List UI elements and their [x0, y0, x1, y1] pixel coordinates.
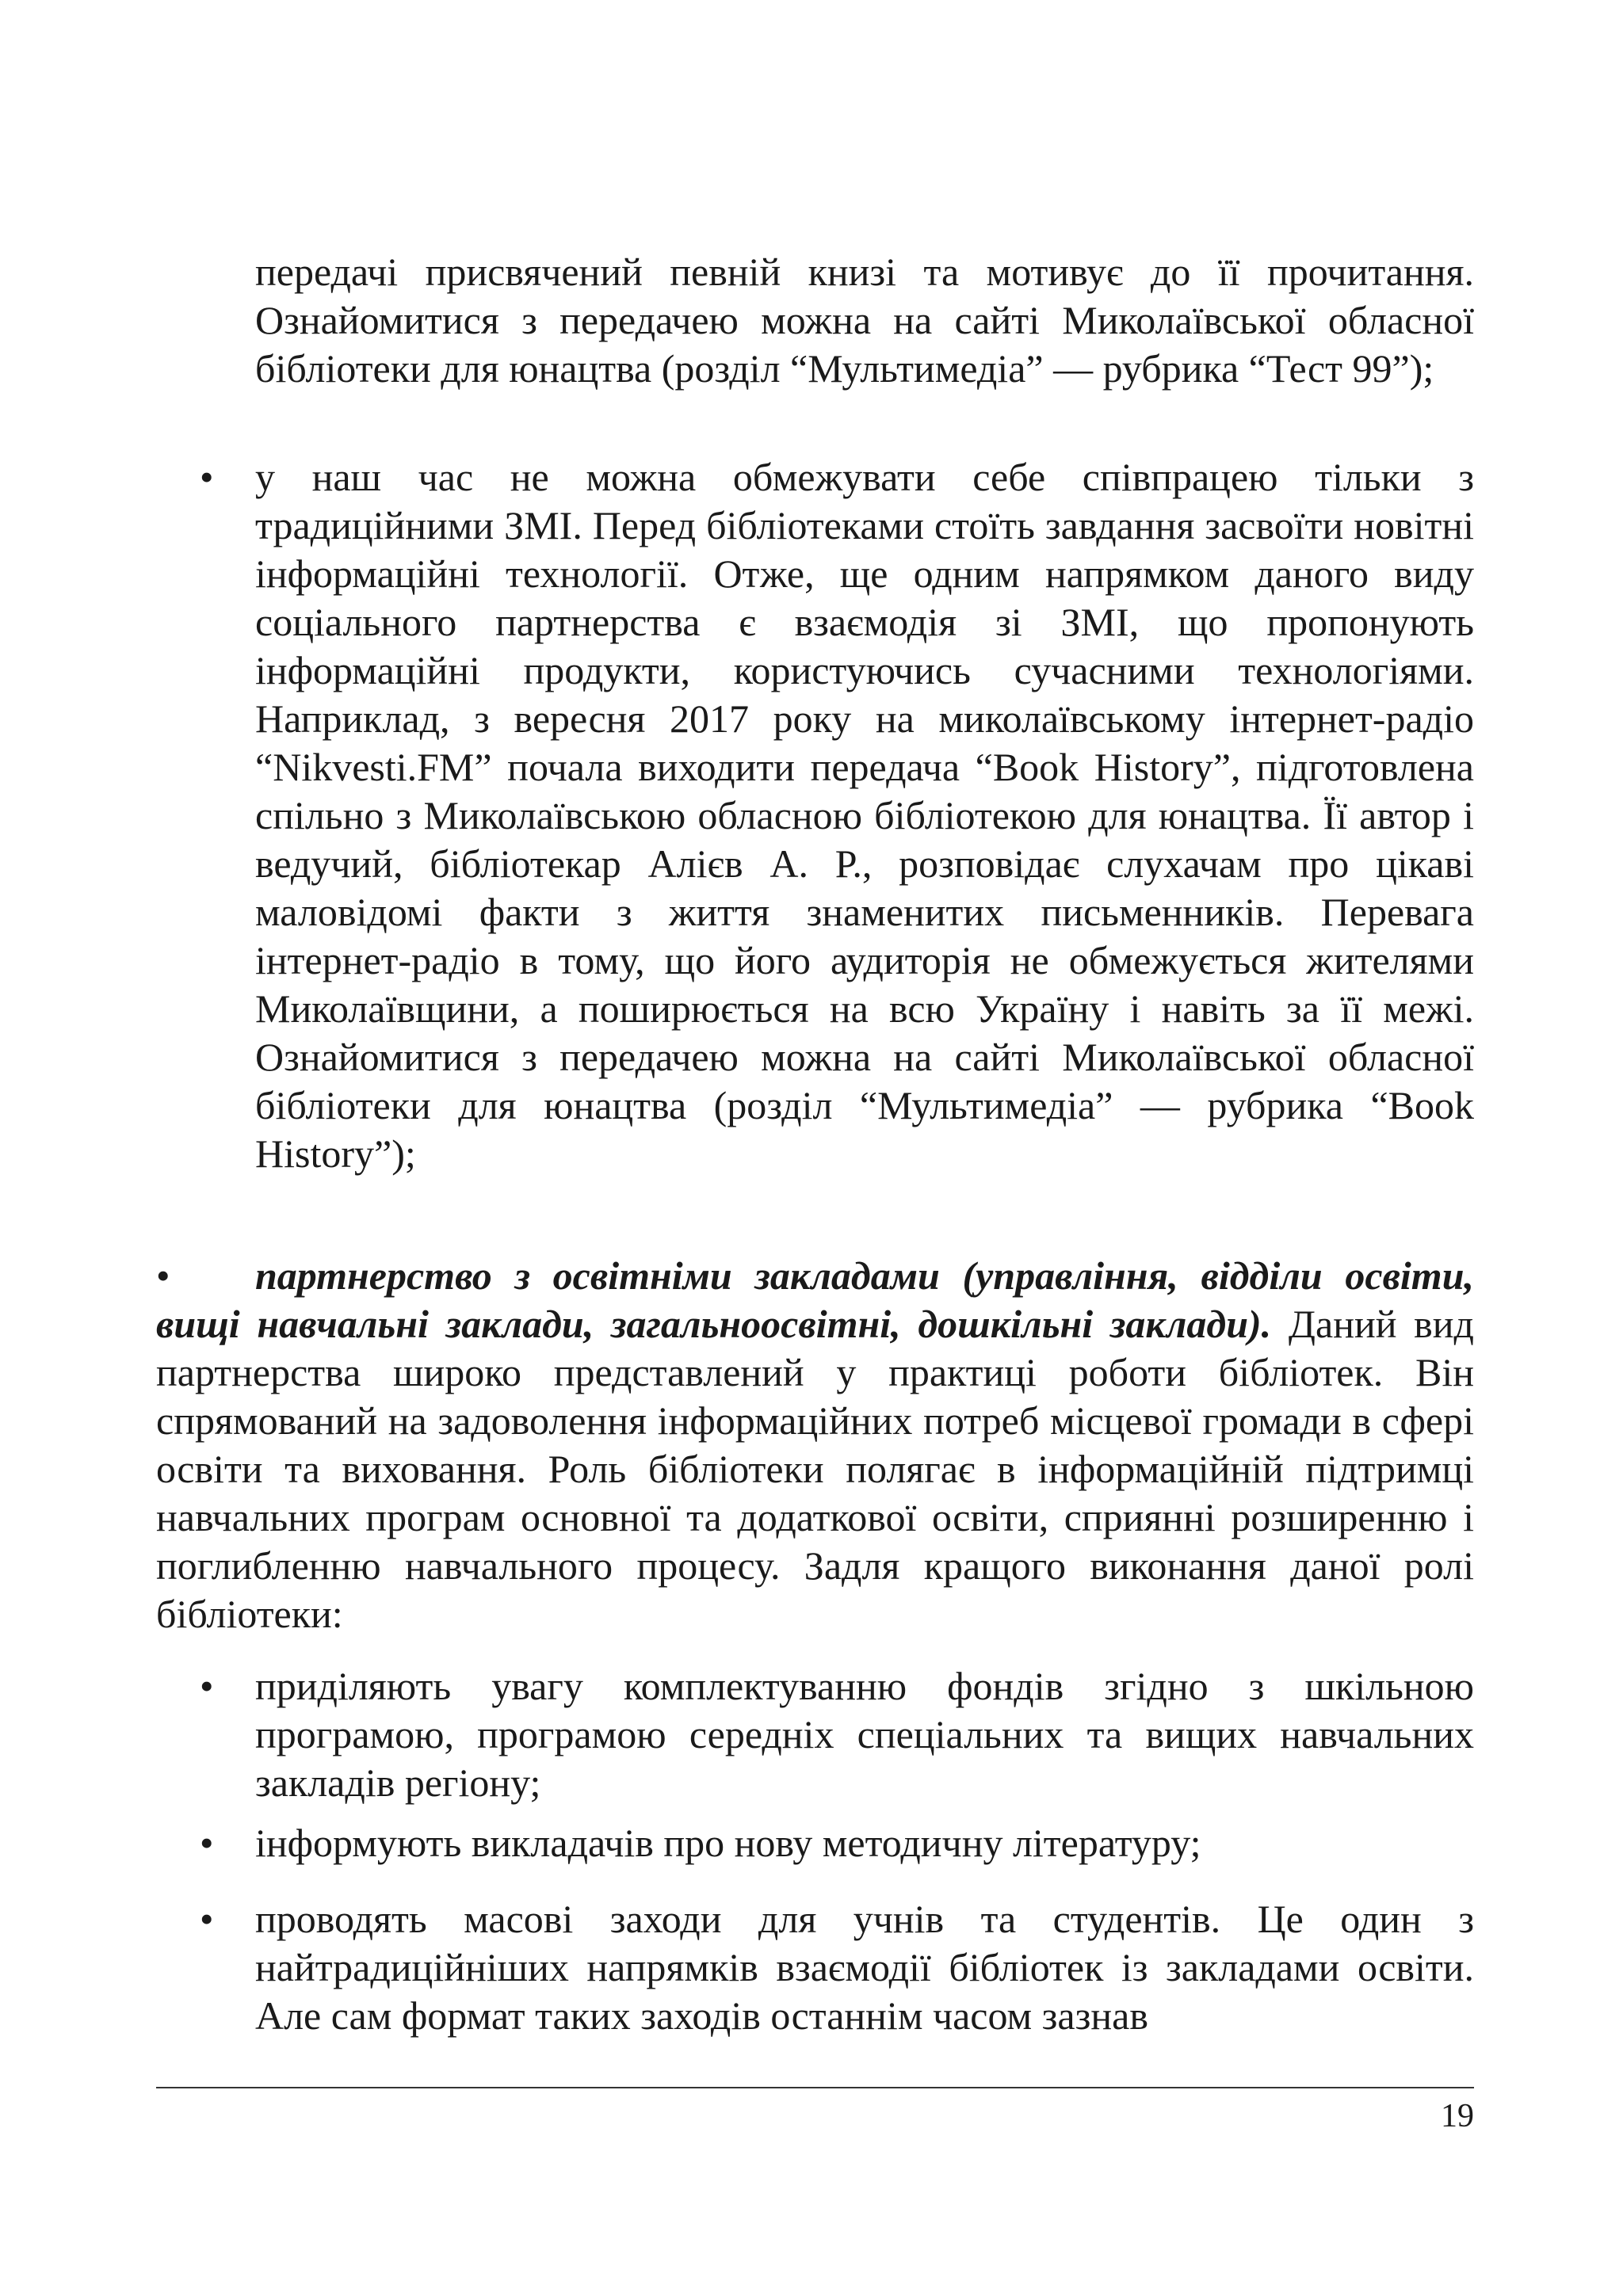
- bullet-item-teachers: [200, 1819, 1474, 1867]
- page-number: 19: [1441, 2098, 1474, 2134]
- bullet-item-collections: [200, 1662, 1474, 1807]
- bullet-marker: •: [200, 1664, 214, 1708]
- bullet-marker: •: [200, 1821, 214, 1865]
- bullet-item-media-partnership: [200, 453, 1474, 1178]
- paragraph-heading-bold-italic: партнерство з освітніми закладами (управління, відділи освіти, вищі навчальні заклади, загальноосвітні, дошкільні заклади).: [156, 1253, 1474, 1346]
- education-partnership-paragraph: [156, 1252, 1474, 1638]
- paragraph-body: Даний вид партнерства широко представлений у практиці роботи бібліотек. Він спрямований на задоволення інформаційних потреб місцевої громади в сфері освіти та виховання. Роль бібліотеки полягає в інформаційній підтримці навчальних програм основної та додаткової освіти, сприянні розширенню і поглибленню навчального процесу. Задля кращого виконання даної ролі бібліотеки:: [156, 1302, 1474, 1636]
- bullet-text: приділяють увагу комплектуванню фондів згідно з шкільною програмою, програмою середніх спеціальних та вищих навчальних закладів регіону;: [255, 1664, 1474, 1805]
- footer-divider: [156, 2087, 1474, 2088]
- bullet-text: проводять масові заходи для учнів та студентів. Це один з найтрадиційніших напрямків взаємодії бібліотек із закладами освіти. Але сам формат таких заходів останнім часом зазнав: [255, 1897, 1474, 2038]
- bullet-text: інформують викладачів про нову методичну літературу;: [255, 1821, 1201, 1865]
- bullet-item-events: [200, 1895, 1474, 2040]
- paragraph-bullet-marker: •: [156, 1253, 170, 1298]
- continuation-paragraph: передачі присвячений певній книзі та мотивує до її прочитання. Ознайомитися з передачею можна на сайті Миколаївської обласної бібліотеки для юнацтва (розділ “Мультимедіа” — рубрика “Тест 99”);: [255, 250, 1474, 391]
- bullet-marker: •: [200, 1897, 214, 1941]
- bullet-text: у наш час не можна обмежувати себе співпрацею тільки з традиційними ЗМІ. Перед бібліотеками стоїть завдання засвоїти новітні інформаційні технології. Отже, ще одним напрямком даного виду соціального партнерства є взаємодія зі ЗМІ, що пропонують інформаційні продукти, користуючись сучасними технологіями. Наприклад, з вересня 2017 року на миколаївському інтернет-радіо “Nikvesti.FM” почала виходити передача “Book History”, підготовлена спільно з Миколаївською обласною бібліотекою для юнацтва. Її автор і ведучий, бібліотекар Алієв А. Р., розповідає слухачам про цікаві маловідомі факти з життя знаменитих письменників. Перевага інтернет-радіо в тому, що його аудиторія не обмежується жителями Миколаївщини, а поширюється на всю Україну і навіть за її межі. Ознайомитися з передачею можна на сайті Миколаївської обласної бібліотеки для юнацтва (розділ “Мультимедіа” — рубрика “Book History”);: [255, 455, 1474, 1176]
- bullet-marker: •: [200, 455, 214, 499]
